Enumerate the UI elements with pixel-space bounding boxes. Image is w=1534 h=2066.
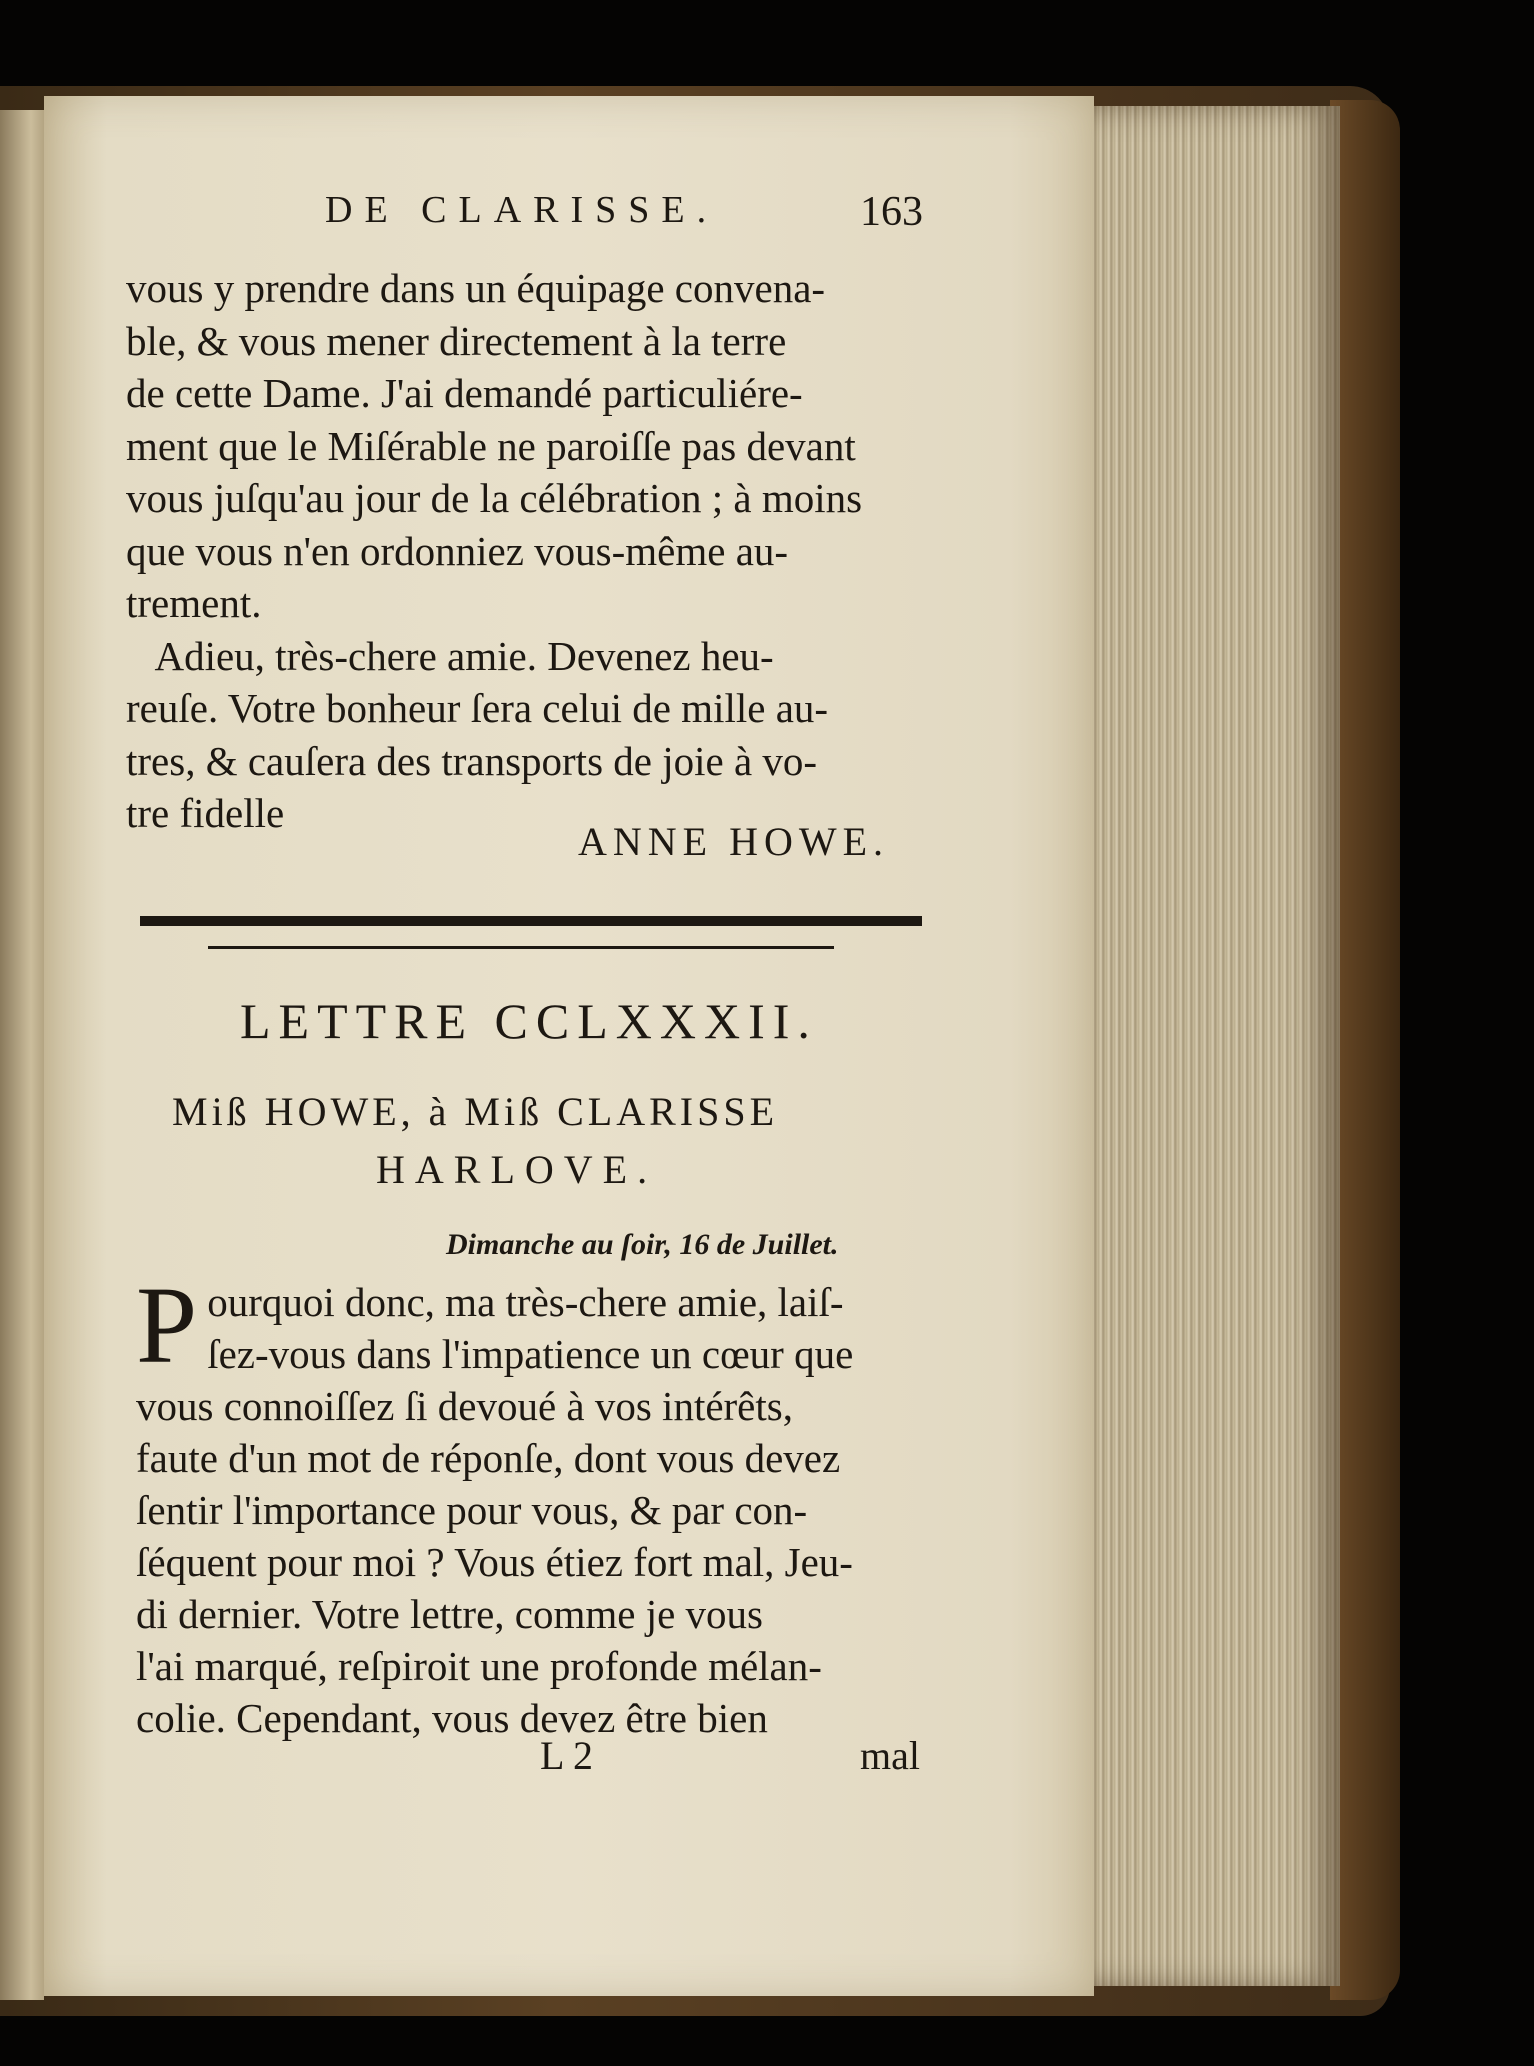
- thick-rule: [140, 916, 922, 926]
- text-line: vous juſqu'au jour de la célébration ; à moins: [126, 475, 863, 521]
- text-line: tres, & cauſera des transports de joie à vo-: [126, 737, 818, 784]
- text-line: ſentir l'importance pour vous, & par con-: [136, 1487, 808, 1533]
- text-line: faute d'un mot de réponſe, dont vous devez: [136, 1435, 841, 1481]
- text-line: de cette Dame. J'ai demandé particuliére-: [126, 370, 803, 416]
- left-page-edge: [0, 110, 44, 2000]
- text-line: ourquoi donc, ma très-chere amie, laiſ-: [207, 1279, 844, 1325]
- signature: ANNE HOWE.: [578, 819, 890, 864]
- text-line: vous y prendre dans un équipage convena-: [126, 265, 826, 311]
- text-line: Adieu, très-chere amie. Devenez heu-: [126, 632, 774, 679]
- letter-title: LETTRE CCLXXXII.: [240, 993, 818, 1049]
- thin-rule: [208, 946, 834, 949]
- text-line: vous connoiſſez ſi devoué à vos intérêts,: [136, 1383, 793, 1429]
- text-line: ble, & vous mener directement à la terre: [126, 317, 787, 364]
- book-cover-edge: [1330, 100, 1400, 2000]
- text-line: l'ai marqué, reſpiroit une profonde mélan-: [136, 1643, 822, 1689]
- letter-body: [136, 1264, 926, 1744]
- catchword: mal: [860, 1733, 920, 1778]
- text-line: ſez-vous dans l'impatience un cœur que: [207, 1331, 854, 1377]
- running-head: DE CLARISSE.: [325, 189, 719, 231]
- continuation-text: [126, 262, 926, 840]
- text-line: colie. Cependant, vous devez être bien: [136, 1695, 768, 1741]
- text-line: que vous n'en ordonniez vous-même au-: [126, 527, 789, 574]
- signature-mark: L 2: [540, 1733, 593, 1778]
- text-line: reuſe. Votre bonheur ſera celui de mille au-: [126, 685, 829, 731]
- page-number: 163: [860, 189, 923, 235]
- letter-date: Dimanche au ſoir, 16 de Juillet.: [446, 1228, 839, 1261]
- text-line: ment que le Miſérable ne paroiſſe pas devant: [126, 422, 856, 469]
- text-line: tre fidelle: [126, 790, 285, 836]
- text-line: ſéquent pour moi ? Vous étiez fort mal, Jeu-: [136, 1539, 853, 1585]
- drop-cap: P: [136, 1264, 198, 1386]
- page-fore-edge: [1090, 106, 1340, 1986]
- text-line: trement.: [126, 580, 262, 626]
- text-line: di dernier. Votre lettre, comme je vous: [136, 1591, 763, 1637]
- letter-address-line2: HARLOVE.: [376, 1147, 658, 1192]
- letter-address-line1: Miß HOWE, à Miß CLARISSE: [172, 1089, 778, 1134]
